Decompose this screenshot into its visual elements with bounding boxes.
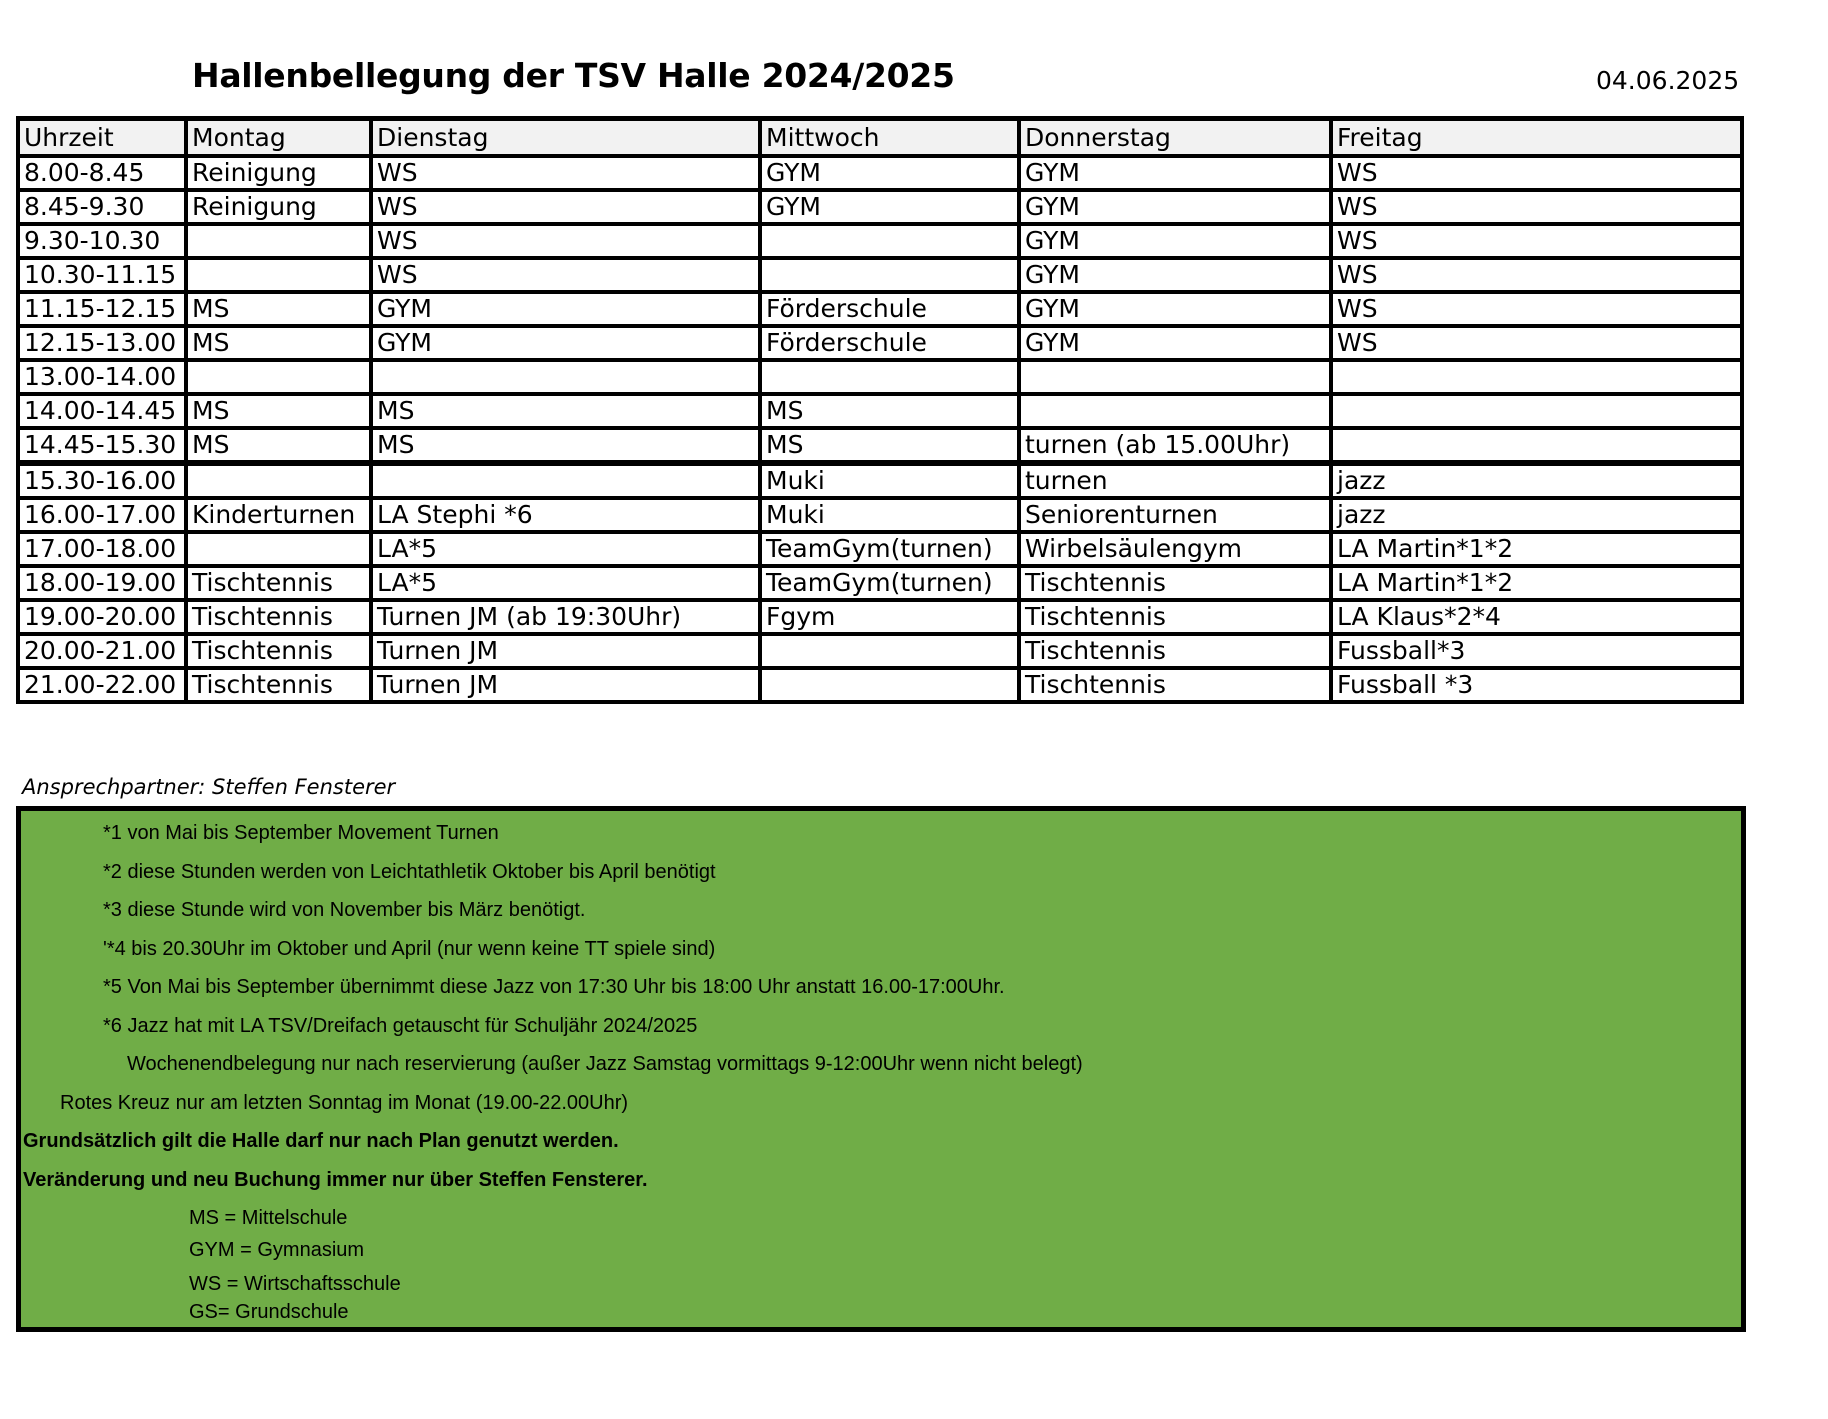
table-row [18, 360, 1742, 394]
table-cell: LA Stephi *6 [371, 498, 760, 532]
table-cell: Tischtennis [1019, 634, 1331, 668]
table-cell: Turnen JM [371, 668, 760, 702]
table-cell: Tischtennis [186, 634, 371, 668]
table-cell: GYM [760, 190, 1019, 224]
table-cell: LA*5 [371, 566, 760, 600]
table-cell: Seniorenturnen [1019, 498, 1331, 532]
table-cell: Förderschule [760, 326, 1019, 360]
table-cell: GYM [760, 156, 1019, 190]
table-cell: WS [371, 156, 760, 190]
table-cell [186, 224, 371, 258]
table-cell [760, 224, 1019, 258]
time-cell: 17.00-18.00 [18, 532, 186, 566]
time-cell: 8.45-9.30 [18, 190, 186, 224]
table-cell: TeamGym(turnen) [760, 532, 1019, 566]
table-cell: LA*5 [371, 532, 760, 566]
table-cell: Fgym [760, 600, 1019, 634]
rule-plan-only: Grundsätzlich gilt die Halle darf nur nach Plan genutzt werden. [23, 1130, 619, 1152]
time-cell: 13.00-14.00 [18, 360, 186, 394]
table-row [18, 156, 1742, 190]
table-row [18, 566, 1742, 600]
table-cell [186, 258, 371, 292]
table-cell: Muki [760, 463, 1019, 498]
table-cell [760, 360, 1019, 394]
table-row [18, 190, 1742, 224]
table-cell [760, 258, 1019, 292]
time-cell: 14.45-15.30 [18, 428, 186, 463]
table-cell: MS [760, 394, 1019, 428]
table-cell: Tischtennis [186, 668, 371, 702]
table-cell: MS [186, 394, 371, 428]
rule-booking-contact: Veränderung und neu Buchung immer nur über Steffen Fensterer. [23, 1169, 648, 1191]
table-row [18, 634, 1742, 668]
table-cell: MS [186, 292, 371, 326]
table-cell: turnen [1019, 463, 1331, 498]
table-cell: Tischtennis [186, 600, 371, 634]
table-cell: GYM [371, 292, 760, 326]
table-cell: WS [1331, 258, 1742, 292]
table-row [18, 258, 1742, 292]
column-header-thursday: Donnerstag [1019, 119, 1331, 157]
table-row [18, 668, 1742, 702]
table-cell [760, 634, 1019, 668]
time-cell: 14.00-14.45 [18, 394, 186, 428]
time-cell: 20.00-21.00 [18, 634, 186, 668]
table-row [18, 224, 1742, 258]
table-cell: Muki [760, 498, 1019, 532]
time-cell: 9.30-10.30 [18, 224, 186, 258]
table-row [18, 326, 1742, 360]
table-cell: Tischtennis [1019, 566, 1331, 600]
table-row [18, 498, 1742, 532]
table-cell [186, 532, 371, 566]
table-cell: Förderschule [760, 292, 1019, 326]
footnote-5: *5 Von Mai bis September übernimmt diese Jazz von 17:30 Uhr bis 18:00 Uhr anstatt 16.00-17:00Uhr. [103, 976, 1005, 998]
schedule-table [16, 116, 1744, 704]
legend-ws: WS = Wirtschaftsschule [189, 1273, 401, 1295]
table-cell [371, 360, 760, 394]
table-cell: WS [371, 224, 760, 258]
page-title: Hallenbellegung der TSV Halle 2024/2025 [192, 56, 955, 95]
table-cell: GYM [1019, 292, 1331, 326]
time-cell: 18.00-19.00 [18, 566, 186, 600]
table-cell: MS [186, 428, 371, 463]
table-row [18, 292, 1742, 326]
table-cell [1331, 360, 1742, 394]
column-header-friday: Freitag [1331, 119, 1742, 157]
footnote-1: *1 von Mai bis September Movement Turnen [103, 822, 499, 844]
contact-person: Ansprechpartner: Steffen Fensterer [22, 775, 396, 799]
table-cell: MS [371, 428, 760, 463]
table-cell [1331, 394, 1742, 428]
table-cell: Tischtennis [1019, 600, 1331, 634]
table-header-row [18, 119, 1742, 157]
table-cell [1019, 394, 1331, 428]
table-cell: WS [371, 190, 760, 224]
time-cell: 16.00-17.00 [18, 498, 186, 532]
table-cell: Reinigung [186, 190, 371, 224]
table-cell: Kinderturnen [186, 498, 371, 532]
column-header-time: Uhrzeit [18, 119, 186, 157]
legend-ms: MS = Mittelschule [189, 1207, 348, 1229]
time-cell: 8.00-8.45 [18, 156, 186, 190]
table-cell: GYM [371, 326, 760, 360]
document-date: 04.06.2025 [1596, 66, 1740, 95]
table-cell: GYM [1019, 190, 1331, 224]
table-cell: Reinigung [186, 156, 371, 190]
table-cell: jazz [1331, 463, 1742, 498]
table-cell: GYM [1019, 224, 1331, 258]
footnote-4: '*4 bis 20.30Uhr im Oktober und April (nur wenn keine TT spiele sind) [103, 938, 716, 960]
table-cell: jazz [1331, 498, 1742, 532]
table-cell: MS [760, 428, 1019, 463]
column-header-tuesday: Dienstag [371, 119, 760, 157]
table-cell [1331, 428, 1742, 463]
table-cell: LA Martin*1*2 [1331, 566, 1742, 600]
table-row [18, 463, 1742, 498]
footnote-3: *3 diese Stunde wird von November bis März benötigt. [103, 899, 586, 921]
schedule-body [18, 156, 1742, 702]
table-cell: turnen (ab 15.00Uhr) [1019, 428, 1331, 463]
table-cell: WS [1331, 224, 1742, 258]
table-cell: TeamGym(turnen) [760, 566, 1019, 600]
table-cell: LA Martin*1*2 [1331, 532, 1742, 566]
table-cell: WS [1331, 326, 1742, 360]
column-header-monday: Montag [186, 119, 371, 157]
table-cell: WS [1331, 190, 1742, 224]
table-cell: Tischtennis [1019, 668, 1331, 702]
table-cell: MS [186, 326, 371, 360]
table-cell [1019, 360, 1331, 394]
table-cell: Fussball*3 [1331, 634, 1742, 668]
table-cell [186, 360, 371, 394]
time-cell: 11.15-12.15 [18, 292, 186, 326]
time-cell: 21.00-22.00 [18, 668, 186, 702]
time-cell: 12.15-13.00 [18, 326, 186, 360]
footnote-2: *2 diese Stunden werden von Leichtathletik Oktober bis April benötigt [103, 861, 716, 883]
red-cross-note: Rotes Kreuz nur am letzten Sonntag im Monat (19.00-22.00Uhr) [60, 1092, 629, 1114]
table-cell [760, 668, 1019, 702]
table-cell: Turnen JM [371, 634, 760, 668]
table-cell: WS [1331, 292, 1742, 326]
time-cell: 10.30-11.15 [18, 258, 186, 292]
table-cell: WS [1331, 156, 1742, 190]
table-cell: Turnen JM (ab 19:30Uhr) [371, 600, 760, 634]
time-cell: 19.00-20.00 [18, 600, 186, 634]
table-cell: LA Klaus*2*4 [1331, 600, 1742, 634]
table-row [18, 532, 1742, 566]
table-row [18, 600, 1742, 634]
legend-gym: GYM = Gymnasium [189, 1239, 365, 1261]
table-cell: WS [371, 258, 760, 292]
footnote-6: *6 Jazz hat mit LA TSV/Dreifach getauscht für Schuljähr 2024/2025 [103, 1015, 698, 1037]
notes-box [16, 806, 1746, 1332]
table-cell: Fussball *3 [1331, 668, 1742, 702]
table-row [18, 394, 1742, 428]
table-cell [371, 463, 760, 498]
table-cell: GYM [1019, 258, 1331, 292]
table-row [18, 428, 1742, 463]
legend-gs: GS= Grundschule [189, 1301, 349, 1323]
weekend-note: Wochenendbelegung nur nach reservierung (außer Jazz Samstag vormittags 9-12:00Uhr wenn nicht belegt) [127, 1053, 1083, 1075]
table-cell: GYM [1019, 156, 1331, 190]
time-cell: 15.30-16.00 [18, 463, 186, 498]
table-cell: MS [371, 394, 760, 428]
table-cell [186, 463, 371, 498]
column-header-wednesday: Mittwoch [760, 119, 1019, 157]
table-cell: Wirbelsäulengym [1019, 532, 1331, 566]
table-cell: Tischtennis [186, 566, 371, 600]
table-cell: GYM [1019, 326, 1331, 360]
